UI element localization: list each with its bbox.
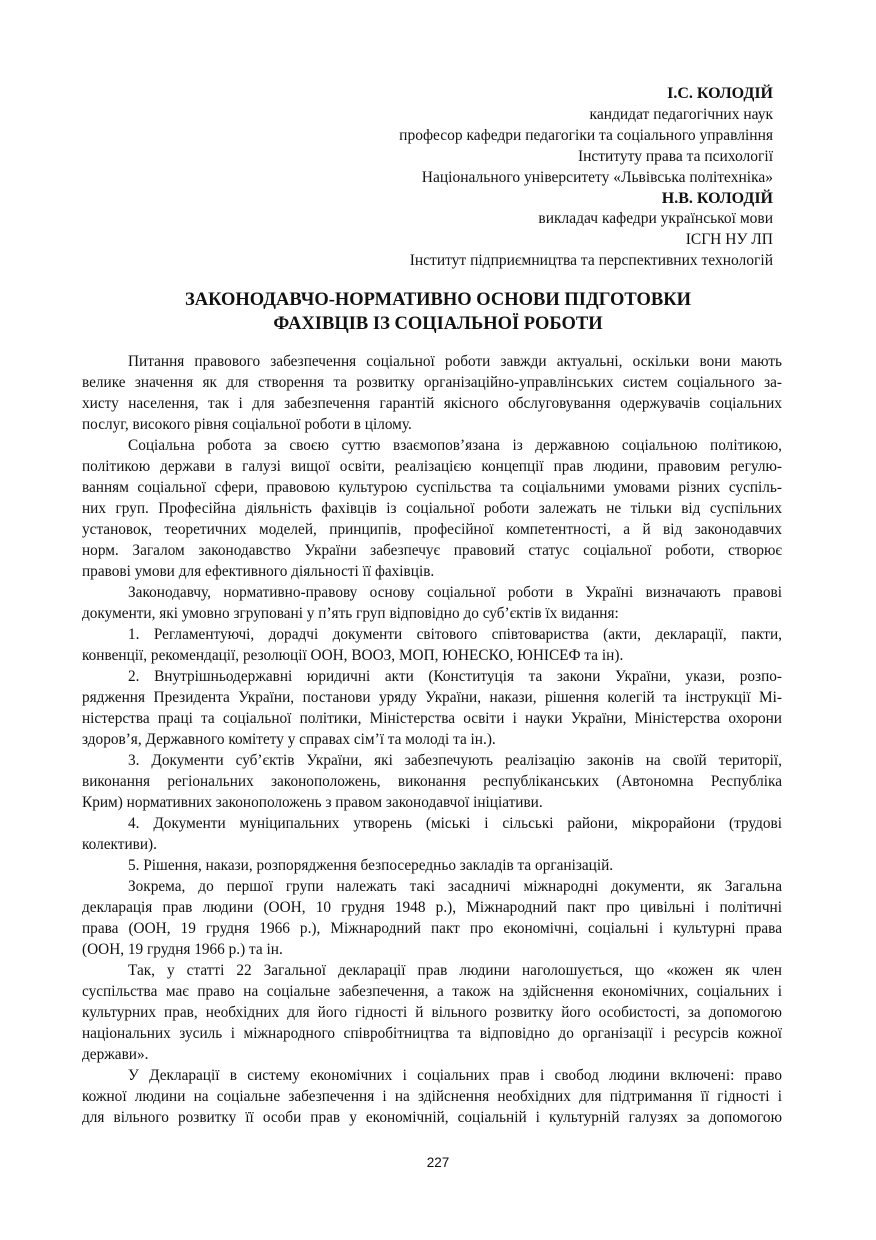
text-line: для вільного розвитку її особи прав у економічній, соціальній і культурній галузях за допомогою (82, 1109, 782, 1126)
text-line: рядження Президента України, постанови уряду України, накази, рішення колегій та інструкції Мі- (82, 689, 782, 706)
author-affiliation-line: ІСГН НУ ЛП (685, 231, 773, 249)
paragraph (82, 876, 782, 960)
text-line: Соціальна робота за своєю суттю взаємопов’язана із державною соціальною політикою, (128, 437, 782, 454)
text-line: 4. Документи муніципальних утворень (міські і сільські райони, мікрорайони (трудові (128, 815, 782, 832)
text-line: суспільства має право на соціальне забезпечення, а також на здійснення економічних, соціальних і (82, 983, 782, 1000)
text-line: 2. Внутрішньодержавні юридичні акти (Конституція та закони України, укази, розпо- (128, 668, 782, 685)
article-title (0, 288, 876, 336)
author-affiliation-line: Інститут підприємництва та перспективних технологій (409, 252, 773, 270)
text-line: правові умови для ефективного діяльності її фахівців. (82, 563, 435, 580)
author-name: Н.В. КОЛОДІЙ (661, 189, 773, 207)
text-line: культурних прав, необхідних для його гідності й вільного розвитку його особистості, за допомогою (82, 1004, 782, 1021)
text-line: декларація прав людини (ООН, 10 грудня 1948 р.), Міжнародний пакт про цивільні і політичні (82, 899, 782, 916)
paragraph (82, 666, 782, 750)
text-line: політикою держави в галузі вищої освіти, реалізацією концепції прав людини, правовим регулю- (82, 458, 782, 475)
author-affiliation-line: Інституту права та психології (577, 147, 773, 165)
text-line: кожної людини на соціальне забезпечення і на здійснення необхідних для підтримання її гідності і (82, 1088, 782, 1105)
article-body (82, 351, 782, 1128)
paragraph (82, 624, 782, 666)
title-line: ФАХІВЦІВ ІЗ СОЦІАЛЬНОЇ РОБОТИ (273, 314, 603, 334)
text-line: Крим) нормативних законоположень з правом законодавчої ініціативи. (82, 794, 543, 811)
author-affiliation-line: Національного університету «Львівська політехніка» (421, 168, 773, 186)
text-line: 3. Документи суб’єктів України, які забезпечують реалізацію законів на своїй території, (128, 752, 782, 769)
paragraph (82, 750, 782, 813)
paragraph (82, 351, 782, 435)
author-name: І.С. КОЛОДІЙ (667, 85, 773, 102)
author-affiliation-line: професор кафедри педагогіки та соціального управління (399, 126, 773, 144)
title-line: ЗАКОНОДАВЧО-НОРМАТИВНО ОСНОВИ ПІДГОТОВКИ (184, 290, 692, 310)
text-line: колективи). (82, 836, 157, 853)
text-line: 1. Регламентуючі, дорадчі документи світового співтовариства (акти, декларації, пакти, (128, 626, 782, 643)
text-line: норм. Загалом законодавство України забезпечує правовий статус соціальної роботи, створює (82, 542, 782, 559)
paragraph (82, 1065, 782, 1128)
paragraph (82, 813, 782, 855)
text-line: виконання регіональних законоположень, виконання республіканських (Автономна Республіка (82, 773, 782, 790)
text-line: національних зусиль і міжнародного співробітництва та відповідно до організації і ресурсів кожної (82, 1025, 782, 1042)
text-line: ванням соціальної сфери, правовою культурою суспільства та соціальними умовами різних суспіль- (82, 479, 782, 496)
text-line: Законодавчу, нормативно-правову основу соціальної роботи в Україні визначають правові (128, 584, 782, 601)
text-line: Питання правового забезпечення соціальної роботи завжди актуальні, оскільки вони мають (128, 353, 782, 370)
text-line: послуг, високого рівня соціальної роботи в цілому. (82, 416, 412, 433)
author-block (399, 84, 773, 272)
text-line: Так, у статті 22 Загальної декларації прав людини наголошується, що «кожен як член (128, 962, 782, 979)
text-line: конвенції, рекомендації, резолюції ООН, ВООЗ, МОП, ЮНЕСКО, ЮНІСЕФ та ін). (82, 647, 624, 664)
author-affiliation-line: кандидат педагогічних наук (589, 105, 773, 123)
text-line: здоров’я, Державного комітету у справах сім’ї та молоді та ін.). (82, 731, 496, 748)
text-line: (ООН, 19 грудня 1966 р.) та ін. (82, 941, 283, 958)
page-number: 227 (426, 1155, 450, 1170)
text-line: держави». (82, 1046, 149, 1063)
paragraph (82, 855, 782, 876)
text-line: ністерства праці та соціальної політики, Міністерства освіти і науки України, Міністерства охорони (82, 710, 782, 727)
text-line: 5. Рішення, накази, розпорядження безпосередньо закладів та організацій. (128, 857, 614, 874)
author-affiliation-line: викладач кафедри української мови (538, 210, 773, 228)
text-line: Зокрема, до першої групи належать такі засадничі міжнародні документи, як Загальна (128, 878, 782, 895)
text-line: У Декларації в систему економічних і соціальних прав і свобод людини включені: право (128, 1067, 782, 1084)
paragraph (82, 435, 782, 582)
text-line: установок, теоретичних моделей, принципів, професійної компетентності, а й від законодавчих (82, 521, 782, 538)
text-line: велике значення як для створення та розвитку організаційно-управлінських систем соціального за- (82, 374, 782, 391)
text-line: хисту населення, так і для забезпечення гарантій якісного обслуговування одержувачів соціальних (82, 395, 782, 412)
text-line: документи, які умовно згруповані у п’ять груп відповідно до суб’єктів їх видання: (82, 605, 619, 622)
text-line: них груп. Професійна діяльність фахівців із соціальної роботи залежать не тільки від суспільних (82, 500, 782, 517)
paragraph (82, 582, 782, 624)
text-line: права (ООН, 19 грудня 1966 р.), Міжнародний пакт про економічні, соціальні і культурні права (82, 920, 782, 937)
paragraph (82, 960, 782, 1065)
